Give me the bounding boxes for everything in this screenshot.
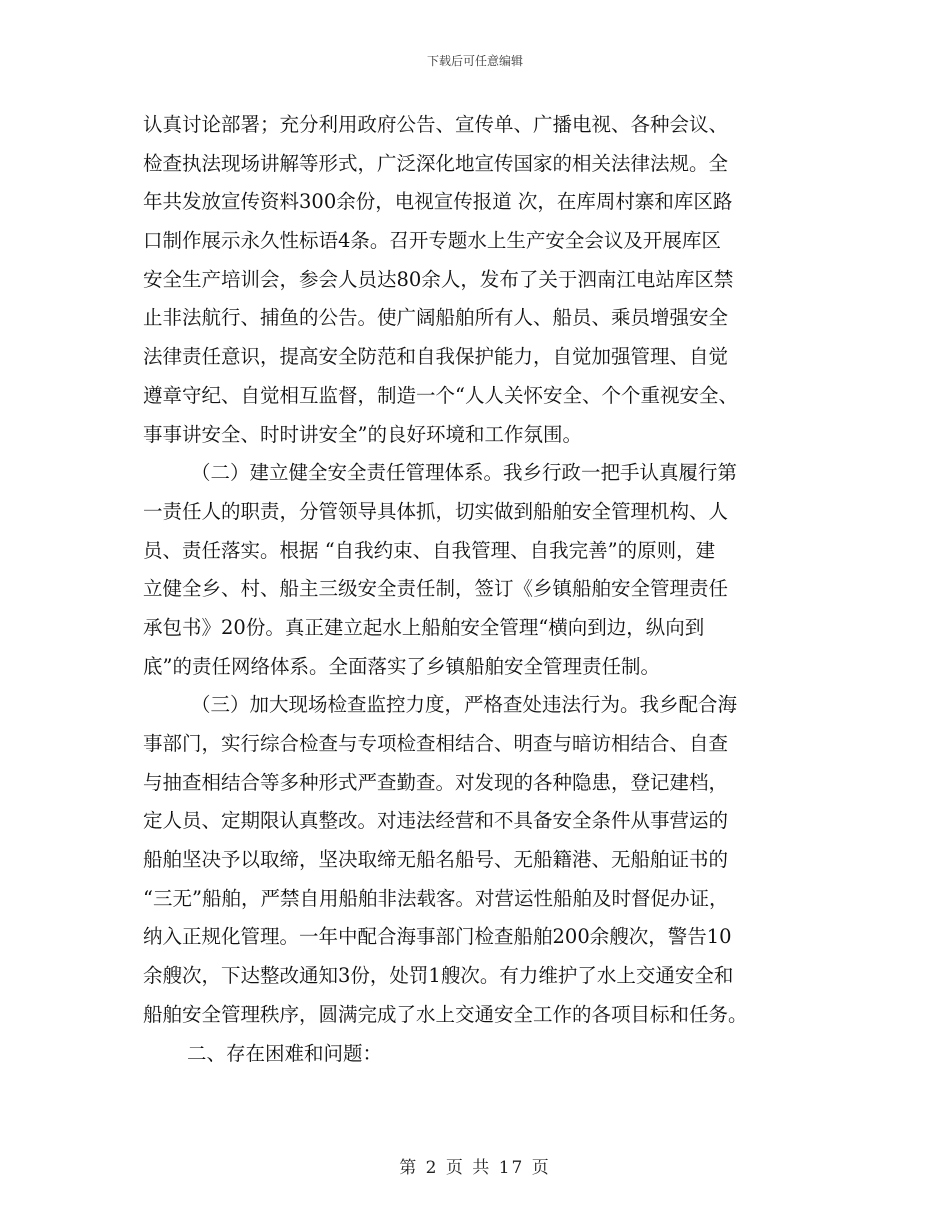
text-line: 法律责任意识，提高安全防范和自我保护能力，自觉加强管理、自觉	[143, 345, 729, 369]
text-line: 船舶安全管理秩序，圆满完成了水上交通安全工作的各项目标和任务。	[143, 1002, 748, 1026]
section-heading: 二、存在困难和问题：	[187, 1041, 383, 1065]
document-body	[143, 106, 808, 1073]
text-line: 口制作展示永久性标语4条。召开专题水上生产安全会议及开展库区	[143, 229, 721, 253]
text-line: 承包书》20份。真正建立起水上船舶安全管理“横向到边，纵向到	[143, 615, 705, 639]
text-line: 底”的责任网络体系。全面落实了乡镇船舶安全管理责任制。	[143, 654, 660, 678]
text-line: 余艘次，下达整改通知3份，处罚1艘次。有力维护了水上交通安全和	[143, 964, 734, 988]
text-line: 定人员、定期限认真整改。对违法经营和不具备安全条件从事营运的	[143, 809, 729, 833]
text-line: 遵章守纪、自觉相互监督，制造一个“人人关怀安全、个个重视安全、	[143, 383, 738, 407]
text-line: 年共发放宣传资料300余份，电视宣传报道 次，在库周村寨和库区路	[143, 190, 733, 214]
text-line: 安全生产培训会，参会人员达80余人，发布了关于泗南江电站库区禁	[143, 267, 734, 291]
text-line: 一责任人的职责，分管领导具体抓，切实做到船舶安全管理机构、人	[143, 499, 729, 523]
text-line: 船舶坚决予以取缔，坚决取缔无船名船号、无船籍港、无船舶证书的	[143, 848, 729, 872]
text-line: 与抽查相结合等多种形式严查勤查。对发现的各种隐患，登记建档，	[143, 770, 729, 794]
page-header: 下载后可任意编辑	[426, 54, 523, 68]
text-line: 立健全乡、村、船主三级安全责任制，签订《乡镇船舶安全管理责任	[143, 577, 729, 601]
text-line: 止非法航行、捕鱼的公告。使广阔船舶所有人、船员、乘员增强安全	[143, 306, 729, 330]
text-line: 事事讲安全、时时讲安全”的良好环境和工作氛围。	[143, 422, 582, 446]
text-line: 员、责任落实。根据 “自我约束、自我管理、自我完善”的原则，建	[143, 538, 716, 562]
paragraph-heading-2: （二）建立健全安全责任管理体系。我乡行政一把手认真履行第	[191, 461, 738, 485]
text-line: 事部门，实行综合检查与专项检查相结合、明查与暗访相结合、自查	[143, 732, 729, 755]
paragraph-heading-3: （三）加大现场检查监控力度，严格查处违法行为。我乡配合海	[191, 693, 738, 717]
text-line: 认真讨论部署；充分利用政府公告、宣传单、广播电视、各种会议、	[143, 113, 729, 136]
text-line: 纳入正规化管理。一年中配合海事部门检查船舶200余艘次，警告10	[143, 925, 732, 949]
page-number: 第 2 页 共 17 页	[399, 1158, 551, 1178]
text-line: 检查执法现场讲解等形式，广泛深化地宣传国家的相关法律法规。全	[143, 151, 729, 175]
text-line: “三无”船舶，严禁自用船舶非法载客。对营运性船舶及时督促办证，	[143, 886, 729, 910]
